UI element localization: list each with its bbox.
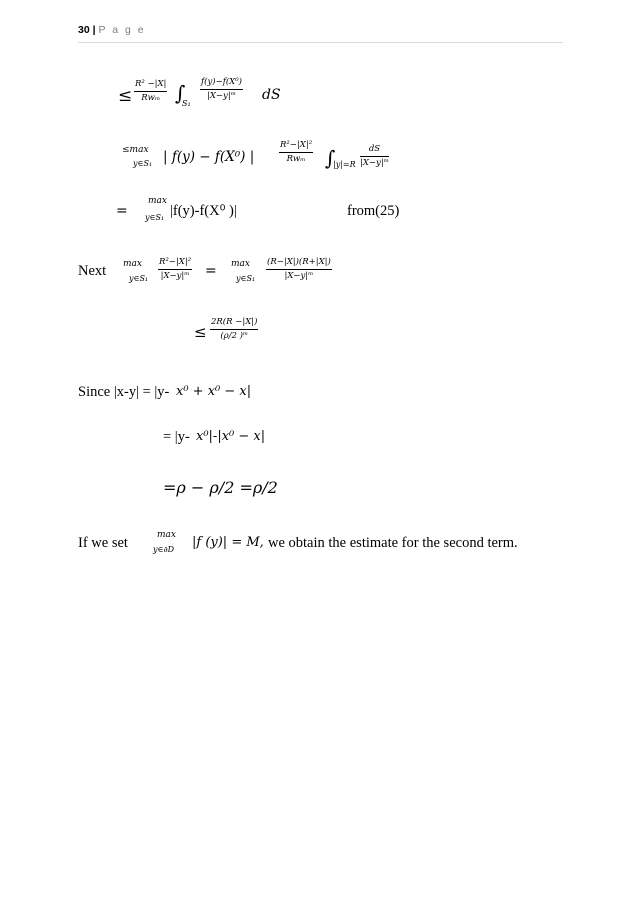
max-operator: max bbox=[157, 530, 176, 540]
equals-prefix: = |y- bbox=[163, 429, 190, 445]
fraction-bound: 2R(R −|X|) (ρ/2 )ᵐ bbox=[211, 317, 258, 341]
norm-expression: |f (y)| = M, bbox=[192, 535, 264, 550]
if-we-set-label: If we set bbox=[78, 535, 128, 551]
max-operator: max bbox=[123, 259, 142, 269]
leq-symbol: ≤ bbox=[194, 323, 207, 341]
fraction-factored: (R−|X|)(R+|X|) |X−y|ᵐ bbox=[267, 257, 331, 281]
rho-expression: =ρ − ρ/2 =ρ/2 bbox=[163, 478, 278, 497]
fraction-r-squared-over-dist: R²−|X|² |X−y|ᵐ bbox=[159, 257, 192, 281]
equals-sign: = bbox=[116, 203, 128, 219]
integral-subscript: S₁ bbox=[182, 99, 191, 108]
fraction-r-over-rw: R² −|X| Rwₘ bbox=[135, 79, 167, 103]
fraction-ds: dS |X−y|ᵐ bbox=[360, 144, 389, 168]
page-number: 30 bbox=[78, 24, 90, 36]
max-subscript: y∈∂D bbox=[153, 545, 174, 554]
integral-subscript: |y|=R bbox=[333, 160, 356, 169]
fraction-difference-quotient: f(y)−f(X⁰) |X−y|ᵐ bbox=[201, 77, 242, 101]
since-label: Since |x-y| = |y- bbox=[78, 384, 170, 400]
max-subscript-2: y∈S₁ bbox=[236, 274, 256, 283]
page-header bbox=[78, 24, 146, 36]
abs-expression: |f(y)-f(X⁰ )| bbox=[170, 203, 237, 219]
header-rule bbox=[78, 42, 563, 43]
abs-difference: | f(y) − f(X⁰) | bbox=[163, 149, 255, 165]
estimate-text: we obtain the estimate for the second term. bbox=[268, 535, 518, 551]
max-subscript: y∈S₁ bbox=[145, 213, 165, 222]
header-separator: | bbox=[92, 24, 96, 36]
leq-symbol: ≤ bbox=[118, 86, 133, 106]
equation-reference: from(25) bbox=[347, 203, 400, 219]
expression: x⁰ + x⁰ − x| bbox=[176, 384, 252, 399]
next-label: Next bbox=[78, 263, 107, 279]
max-subscript: y∈S₁ bbox=[129, 274, 149, 283]
page-word: P a g e bbox=[98, 24, 146, 36]
equals-sign: = bbox=[205, 263, 217, 279]
fraction-r-squared: R²−|X|² Rwₘ bbox=[280, 140, 313, 164]
expression: x⁰|-|x⁰ − x| bbox=[196, 429, 266, 444]
integral-sign: ∫ bbox=[325, 146, 336, 170]
integral-sign: ∫ bbox=[175, 81, 186, 105]
ds-term: dS bbox=[262, 87, 281, 103]
max-operator-2: max bbox=[231, 259, 250, 269]
leq-max: ≤max bbox=[122, 145, 149, 155]
max-subscript: y∈S₁ bbox=[133, 159, 153, 168]
max-operator: max bbox=[148, 196, 167, 206]
